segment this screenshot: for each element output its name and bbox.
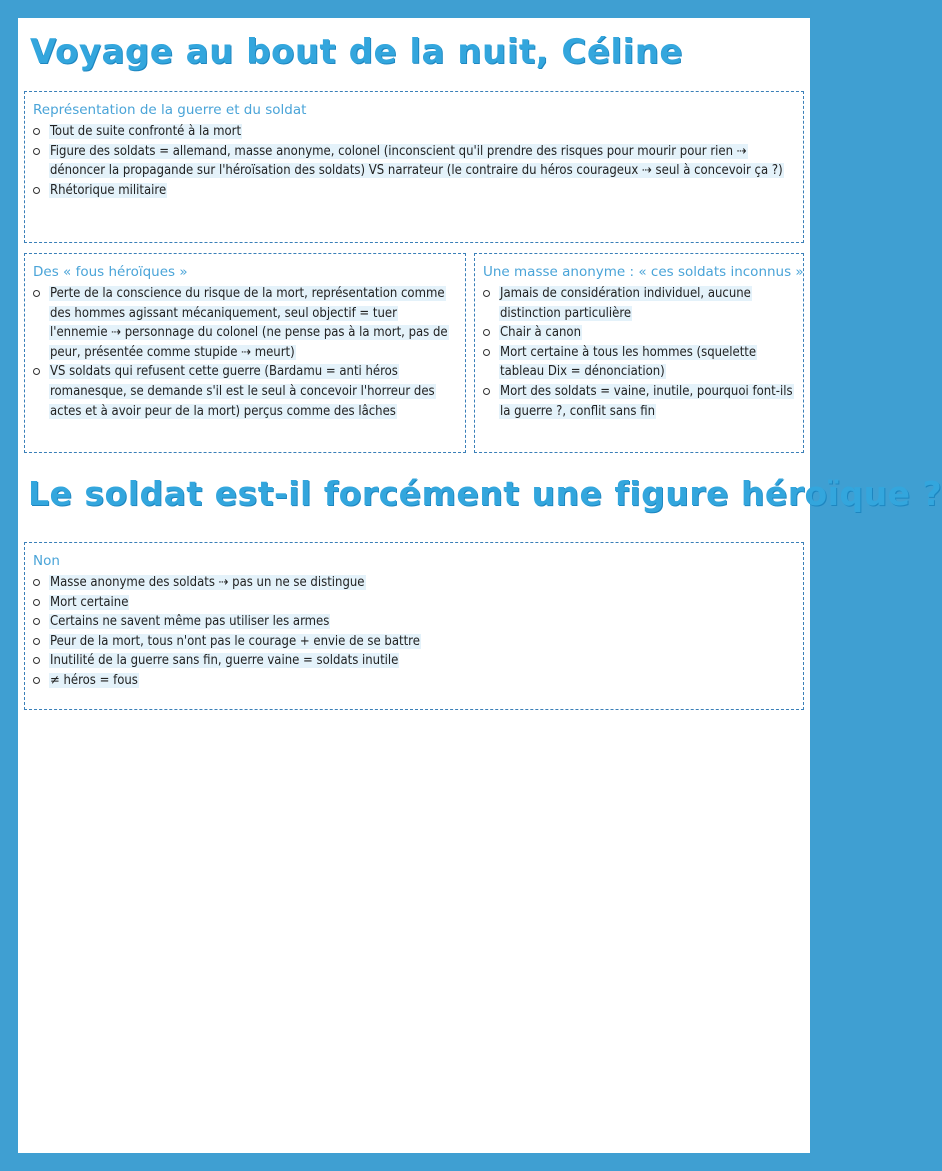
bullet-icon (483, 349, 490, 356)
bullet-icon (33, 187, 40, 194)
list-item: Mort certaine à tous les hommes (squelette tableau Dix = dénonciation) (483, 343, 797, 382)
bullet-icon (33, 618, 40, 625)
section-masse-anonyme (474, 253, 804, 453)
section-title: Non (33, 553, 60, 569)
page-title: Voyage au bout de la nuit, Céline (30, 32, 683, 72)
bullet-icon (33, 290, 40, 297)
note-page (18, 18, 942, 1153)
list-item: Mort des soldats = vaine, inutile, pourquoi font-ils la guerre ?, conflit sans fin (483, 382, 797, 421)
section-fous-heroiques (24, 253, 466, 453)
bullet-icon (33, 128, 40, 135)
question-title: Le soldat est-il forcément une figure héroïque ? (28, 474, 942, 513)
bullet-icon (33, 599, 40, 606)
list-item: Chair à canon (483, 323, 797, 343)
list-item: Inutilité de la guerre sans fin, guerre vaine = soldats inutile (33, 651, 795, 671)
section-title: Des « fous héroïques » (33, 264, 188, 280)
list-item: ≠ héros = fous (33, 671, 795, 691)
list-item: Certains ne savent même pas utiliser les armes (33, 612, 795, 632)
list-item: Perte de la conscience du risque de la mort, représentation comme des hommes agissant mécaniquement, seul objectif = tuer l'ennemie ⇢ personnage du colonel (ne pense pas à la mort, pas de peur, présentée comme stupide ⇢ meurt) (33, 284, 455, 362)
bullet-icon (483, 329, 490, 336)
list-item: VS soldats qui refusent cette guerre (Bardamu = anti héros romanesque, se demande s'il est le seul à concevoir l'horreur des actes et à avoir peur de la mort) perçus comme des lâches (33, 362, 455, 421)
bullet-icon (33, 579, 40, 586)
bullet-list (33, 284, 455, 421)
bullet-list (483, 284, 797, 421)
section-title: Une masse anonyme : « ces soldats inconnus » (483, 264, 804, 280)
bullet-icon (33, 368, 40, 375)
bullet-list (33, 122, 795, 200)
bullet-icon (483, 290, 490, 297)
section-representation-guerre (24, 91, 804, 243)
bullet-icon (483, 388, 490, 395)
bullet-list (33, 573, 795, 691)
bullet-icon (33, 638, 40, 645)
list-item: Peur de la mort, tous n'ont pas le courage + envie de se battre (33, 632, 795, 652)
bullet-icon (33, 657, 40, 664)
list-item: Rhétorique militaire (33, 181, 795, 201)
section-title: Représentation de la guerre et du soldat (33, 102, 307, 118)
bullet-icon (33, 677, 40, 684)
list-item: Tout de suite confronté à la mort (33, 122, 795, 142)
list-item: Jamais de considération individuel, aucune distinction particulière (483, 284, 797, 323)
section-non (24, 542, 804, 710)
list-item: Figure des soldats = allemand, masse anonyme, colonel (inconscient qu'il prendre des risques pour mourir pour rien ⇢ dénoncer la propagande sur l'héroïsation des soldats) VS narrateur (le contraire du héros courageux ⇢ seul à concevoir ça ?) (33, 142, 795, 181)
bullet-icon (33, 148, 40, 155)
list-item: Masse anonyme des soldats ⇢ pas un ne se distingue (33, 573, 795, 593)
list-item: Mort certaine (33, 593, 795, 613)
